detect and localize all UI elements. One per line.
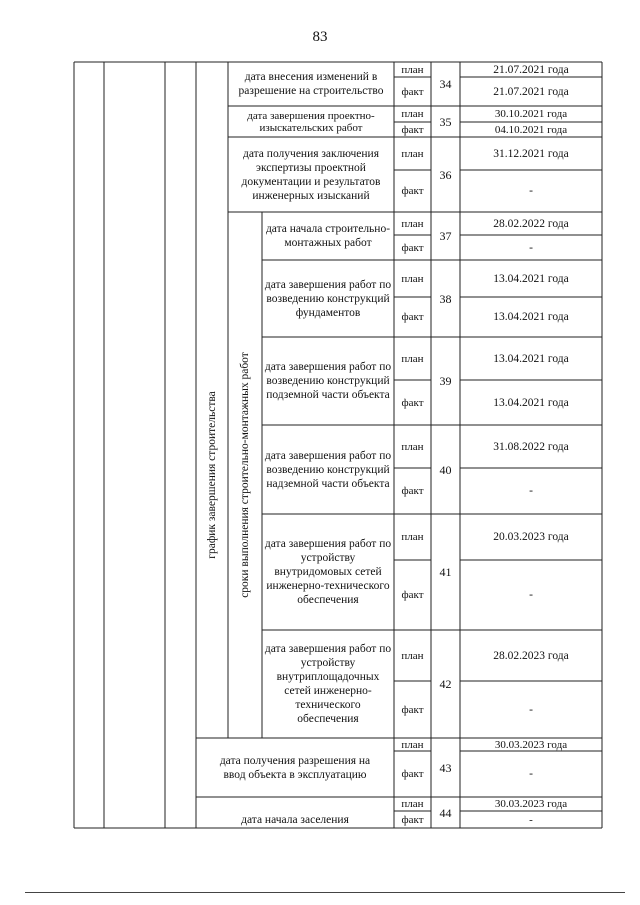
row-38-fact-label: факт xyxy=(401,311,424,323)
row-37-fact-value: - xyxy=(529,241,533,254)
row-39-plan-value: 13.04.2021 года xyxy=(493,352,569,365)
row-42-plan-label: план xyxy=(401,649,424,662)
row-44-fact-value: - xyxy=(529,813,533,826)
row-40-number: 40 xyxy=(439,462,452,477)
row-39-number: 39 xyxy=(439,374,452,388)
row-37-number: 37 xyxy=(439,229,452,243)
row-34-fact-label: факт xyxy=(401,85,424,98)
row-36-number: 36 xyxy=(439,167,452,182)
row-43-plan-label: план xyxy=(401,738,424,751)
row-39-fact-value: 13.04.2021 года xyxy=(493,396,569,409)
row-42-title: дата завершения работ по устройству внутриплощадочных сетей инженерно-технического обеспечения xyxy=(264,643,392,725)
row-41-number: 41 xyxy=(439,565,452,579)
row-41-plan-label: план xyxy=(401,531,424,543)
row-36-plan-label: план xyxy=(401,147,424,160)
row-35-plan-label: план xyxy=(401,108,424,120)
row-39-fact-label: факт xyxy=(401,396,424,409)
row-40-plan-value: 31.08.2022 года xyxy=(493,440,569,453)
row-34-plan-label: план xyxy=(401,63,424,76)
row-41-title: дата завершения работ по устройству внутридомовых сетей инженерно-технического обеспечения xyxy=(264,538,392,606)
construction-schedule-label: график завершения строительства xyxy=(206,391,218,559)
row-35-fact-label: факт xyxy=(401,123,424,136)
row-44-plan-value: 30.03.2023 года xyxy=(494,798,568,810)
row-40-plan-label: план xyxy=(401,440,424,453)
row-37-fact-label: факт xyxy=(401,241,424,254)
row-38-number: 38 xyxy=(439,291,452,306)
row-37-plan-label: план xyxy=(401,217,424,230)
row-42-fact-value: - xyxy=(529,703,533,716)
row-35-plan-value: 30.10.2021 года xyxy=(494,108,568,120)
row-43-fact-label: факт xyxy=(401,768,424,780)
row-34-title: дата внесения изменений в разрешение на строительство xyxy=(238,71,384,97)
row-38-plan-label: план xyxy=(401,272,424,285)
row-38-fact-value: 13.04.2021 года xyxy=(493,311,569,323)
row-35-title: дата завершения проектно-изыскательских работ xyxy=(247,109,375,134)
footer-rule xyxy=(25,892,625,893)
row-43-fact-value: - xyxy=(529,768,533,780)
row-36-title: дата получения заключения экспертизы проектной документации и результатов инженерных изысканий xyxy=(241,147,381,202)
row-38-title: дата завершения работ по возведению конструкций фундаментов xyxy=(264,278,392,319)
row-43-number: 43 xyxy=(439,760,452,775)
row-42-fact-label: факт xyxy=(401,703,424,716)
row-39-plan-label: план xyxy=(401,352,424,365)
row-42-plan-value: 28.02.2023 года xyxy=(493,649,569,662)
row-37-title: дата начала строительно-монтажных работ xyxy=(265,223,391,249)
row-44-number: 44 xyxy=(439,805,452,820)
row-34-number: 34 xyxy=(439,77,452,91)
row-34-plan-value: 21.07.2021 года xyxy=(493,63,569,76)
row-41-fact-value: - xyxy=(529,589,533,601)
row-36-fact-label: факт xyxy=(401,185,424,197)
works-terms-label: сроки выполнения строительно-монтажных работ xyxy=(239,352,252,598)
page-number: 83 xyxy=(312,29,328,45)
row-40-fact-label: факт xyxy=(401,485,424,497)
row-40-fact-value: - xyxy=(529,485,533,497)
row-35-fact-value: 04.10.2021 года xyxy=(494,123,568,136)
row-43-plan-value: 30.03.2023 года xyxy=(494,738,568,751)
row-44-title: дата начала заселения xyxy=(241,813,349,826)
row-40-title: дата завершения работ по возведению конструкций надземной части объекта xyxy=(264,449,392,490)
row-36-fact-value: - xyxy=(529,185,533,197)
row-43-title: дата получения разрешения на ввод объекта в эксплуатацию xyxy=(219,754,371,781)
row-41-plan-value: 20.03.2023 года xyxy=(493,531,569,543)
row-37-plan-value: 28.02.2022 года xyxy=(493,217,569,230)
row-44-fact-label: факт xyxy=(401,813,424,826)
row-36-plan-value: 31.12.2021 года xyxy=(493,147,569,160)
row-35-number: 35 xyxy=(439,114,452,129)
row-39-title: дата завершения работ по возведению конструкций подземной части объекта xyxy=(264,361,392,401)
row-44-plan-label: план xyxy=(401,798,424,810)
row-38-plan-value: 13.04.2021 года xyxy=(493,272,569,285)
row-34-fact-value: 21.07.2021 года xyxy=(493,85,569,98)
row-42-number: 42 xyxy=(439,677,452,691)
row-41-fact-label: факт xyxy=(401,589,424,601)
